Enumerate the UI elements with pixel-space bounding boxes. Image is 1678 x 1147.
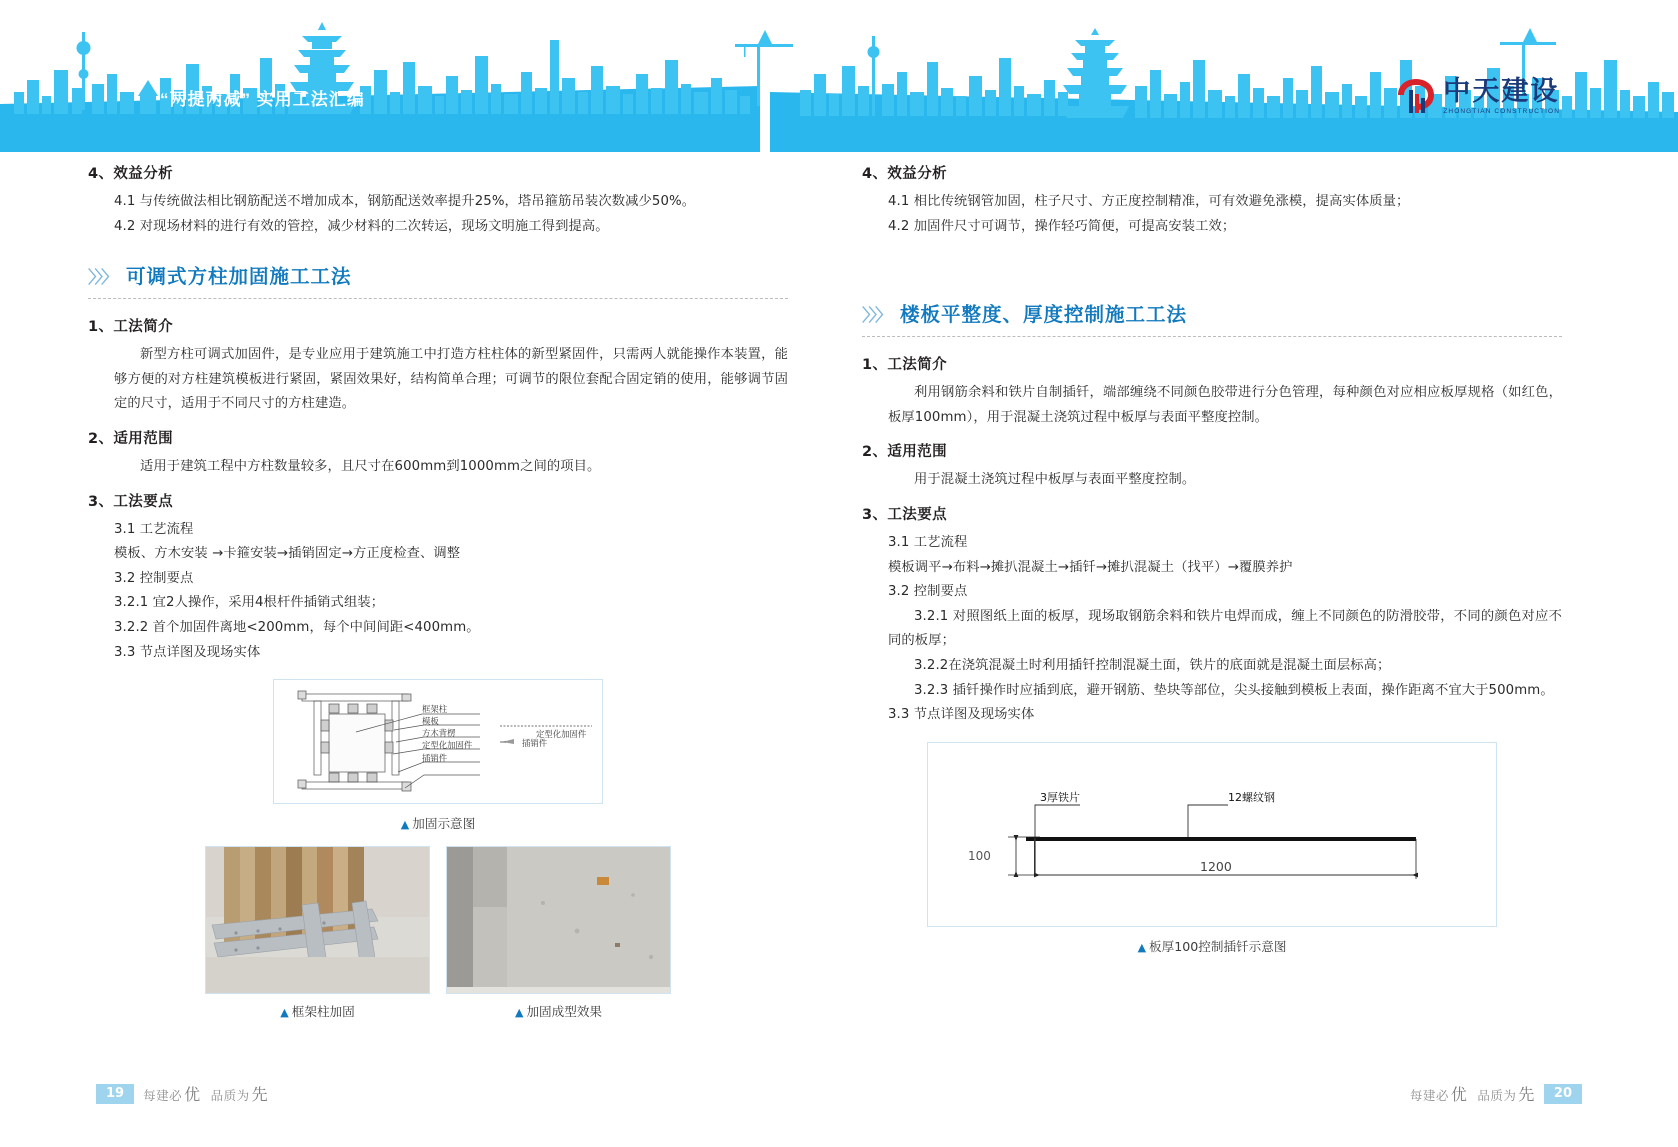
slogan-part-2: 品质为 [1477,1088,1517,1103]
photo-forming-result [446,846,671,994]
left-benefit-item-1: 4.1 与传统做法相比钢筋配送不增加成本，钢筋配送效率提升25%，塔吊箍筋吊装次数减少50%。 [114,194,696,209]
right-intro-text: 利用钢筋余料和铁片自制插钎，端部缠绕不同颜色胶带进行分色管理，每种颜色对应相应板厚规格（如红色，板厚100mm），用于混凝土浇筑过程中板厚与表面平整度控制。 [888,385,1562,425]
right-page-number: 20 [1544,1084,1582,1104]
triangle-icon: ▲ [400,818,410,832]
slogan-accent-1: 优 [1450,1085,1468,1104]
left-benefit-item-2: 4.2 对现场材料的进行有效的管控，减少材料的二次转运，现场文明施工得到提高。 [114,218,609,234]
right-s32-item-2: 3.2.2在浇筑混凝土时利用插钎控制混凝土面，铁片的底面就是混凝土面层标高； [914,657,1391,673]
slogan-accent-2: 先 [1518,1085,1535,1104]
left-h3: 3、工法要点 [88,493,173,510]
diagram-label-plate: 3厚铁片 [1040,790,1080,804]
left-s33-title: 3.3 节点详图及现场实体 [114,644,261,660]
slogan-part-2: 品质为 [210,1088,250,1103]
left-s32-item-1: 3.2.1 宜2人操作，采用4根杆件插销式组装； [114,595,385,611]
triangle-icon: ▲ [280,1006,289,1020]
left-s32-item-2: 3.2.2 首个加固件离地<200mm，每个中间间距<400mm。 [114,619,480,635]
right-h3: 3、工法要点 [862,506,947,523]
diagram-label-2: 方木背楞 [422,728,456,739]
left-photo-caption-1: ▲ 框架柱加固 [280,1004,355,1020]
left-page-column [88,152,788,1020]
diagram-label-4: 插销件 [422,753,448,764]
right-scope-text: 用于混凝土浇筑过程中板厚与表面平整度控制。 [914,472,1196,488]
diagram-side-label-0: 定型化加固件 [536,729,587,740]
company-logo [1396,76,1560,116]
slogan-accent-2: 先 [251,1085,269,1104]
diagram-label-1: 模板 [422,716,439,727]
diagram-label-length: 1200 [1200,858,1232,874]
left-section-header [88,261,788,289]
left-intro-text: 新型方柱可调式加固件，是专业应用于建筑施工中打造方柱柱体的新型紧固件，只需两人就能操作本装置，能够方便的对方柱建筑模板进行紧固，紧固效果好，结构简单合理；可调节的限位套配合固定销的使用，能够调节固定的尺寸，适用于不同尺寸的方柱建造。 [114,347,788,412]
left-footer-slogan [143,1082,268,1105]
left-h1: 1、工法简介 [88,319,173,336]
logo-text-en: ZHONGTIAN CONSTRUCTION [1443,107,1560,115]
diagram-label-height: 100 [968,848,991,863]
right-h1: 1、工法简介 [862,357,947,374]
right-section-divider [862,336,1562,337]
right-footer-slogan [1410,1082,1535,1105]
right-s32-item-3: 3.2.3 插钎操作时应插到底，避开钢筋、垫块等部位，尖头接触到模板上表面，操作距离不宜大于500mm。 [914,682,1554,698]
left-s31-flow: 模板、方木安装 →卡箍安装→插销固定→方正度检查、调整 [114,546,461,562]
left-section-divider [88,298,788,299]
right-technical-diagram [927,742,1497,927]
right-s31-flow: 模板调平→布料→摊扒混凝土→插钎→摊扒混凝土（找平）→覆膜养护 [888,559,1293,575]
banner-title: “两提两减” 实用工法汇编 [160,90,365,109]
right-benefit-heading: 4、效益分析 [862,166,947,182]
logo-text-cn: 中天建设 [1443,75,1560,107]
left-page-number: 19 [96,1084,134,1104]
left-photo-caption-2: ▲ 加固成型效果 [514,1004,603,1020]
right-s32-item-1: 3.2.1 对照图纸上面的板厚，现场取钢筋余料和铁片电焊而成，缠上不同颜色的防滑胶带，不同的颜色对应不同的板厚； [888,608,1562,649]
left-benefit-heading: 4、效益分析 [88,166,173,182]
diagram-label-0: 框架柱 [422,704,448,715]
photo-column-reinforcement [205,846,430,994]
triangle-icon: ▲ [514,1006,524,1020]
left-technical-diagram [273,679,603,804]
right-page-footer [1410,1082,1582,1105]
diagram-side-label-1: 插销件 [522,738,548,749]
right-section-title: 楼板平整度、厚度控制施工工法 [900,303,1188,327]
right-page-column [862,152,1562,955]
right-benefit-item-2: 4.2 加固件尺寸可调节，操作轻巧简便，可提高安装工效； [888,218,1236,234]
slogan-accent-1: 优 [184,1085,201,1104]
right-h2: 2、适用范围 [862,444,947,461]
right-s31-title: 3.1 工艺流程 [888,534,968,550]
left-s32-title: 3.2 控制要点 [114,570,194,586]
left-figure-caption: ▲ 加固示意图 [400,816,476,832]
header-banner [0,0,1678,152]
left-section-title: 可调式方柱加固施工工法 [126,265,352,289]
diagram-label-3: 定型化加固件 [422,740,473,751]
left-photo-row [88,846,788,994]
right-section-header [862,299,1562,327]
right-s33-title: 3.3 节点详图及现场实体 [888,707,1035,723]
right-benefit-item-1: 4.1 相比传统钢管加固，柱子尺寸、方正度控制精准，可有效避免涨模，提高实体质量； [888,194,1410,209]
chevron-right-icon: 〉〉〉 [88,268,116,288]
logo-mark-icon [1396,76,1436,116]
slogan-part-1: 每建必 [1409,1088,1449,1103]
chevron-right-icon: 〉〉〉 [862,306,890,326]
left-photo-captions [88,1001,788,1020]
slogan-part-1: 每建必 [143,1088,183,1103]
left-h2: 2、适用范围 [88,430,173,447]
diagram-label-rebar: 12螺纹钢 [1228,790,1275,804]
right-s32-title: 3.2 控制要点 [888,584,968,600]
right-figure-caption: ▲ 板厚100控制插钎示意图 [1137,938,1287,954]
triangle-icon: ▲ [1137,940,1147,954]
left-page-footer [96,1082,268,1105]
left-scope-text: 适用于建筑工程中方柱数量较多，且尺寸在600mm到1000mm之间的项目。 [140,458,601,474]
left-s31-title: 3.1 工艺流程 [114,521,194,537]
